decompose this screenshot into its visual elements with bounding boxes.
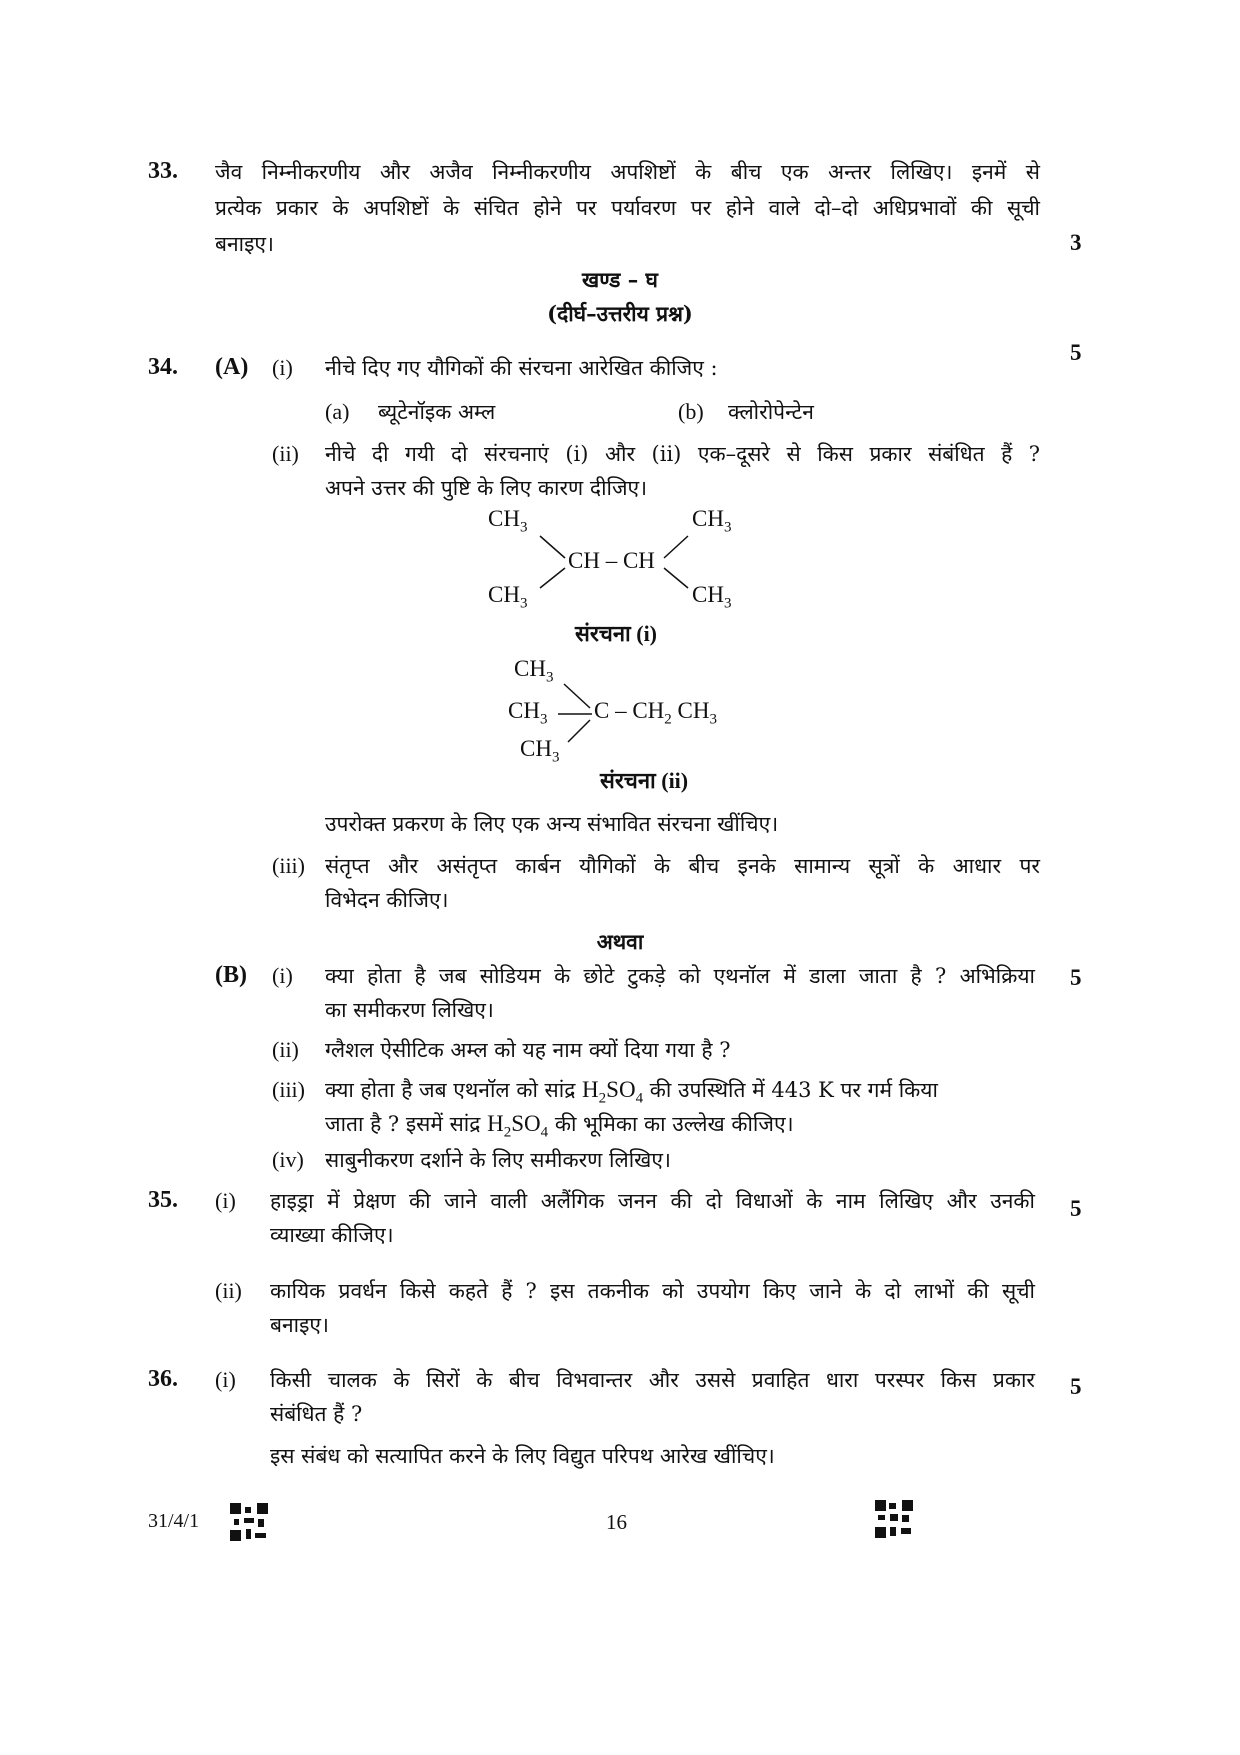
struct-ii-c-ch2ch3: C – $CH_2$ $CH_3$ [594, 698, 717, 728]
q35-marks: 5 [1070, 1196, 1082, 1221]
struct-ii-ch3-bottom: $CH_3$ [520, 736, 560, 766]
h2so4-formula-2: $H_2SO_4$ [487, 1111, 549, 1141]
q36-i-line-2: संबंधित हैं ? [270, 1402, 363, 1426]
struct-i-ch-ch: CH – CH [568, 548, 655, 573]
structure-i-diagram [470, 500, 770, 615]
q34-b-i-line-1: क्या होता है जब सोडियम के छोटे टुकड़े को एथनॉल में डाला जाता है ? अभिक्रिया [325, 964, 1035, 988]
q34-b-i-line-2: का समीकरण लिखिए। [325, 998, 494, 1022]
struct-i-ch3-bottom-left: $CH_3$ [488, 582, 528, 612]
q35-ii-line-2: बनाइए। [270, 1313, 329, 1337]
q33-line-2: प्रत्येक प्रकार के अपशिष्टों के संचित होने पर पर्यावरण पर होने वाले दो–दो अधिप्रभावों की सूची [215, 196, 1040, 220]
q34-a-i-b-label: (b) [678, 399, 704, 424]
q35-i-line-2: व्याख्या कीजिए। [270, 1223, 394, 1247]
or-label: अथवा [596, 929, 644, 954]
q36-i-label: (i) [215, 1367, 236, 1392]
structure-i-label: संरचना (i) [575, 621, 658, 646]
section-title: खण्ड – घ [582, 267, 658, 292]
q34-b-iv-label: (iv) [272, 1147, 304, 1172]
question-number-34: 34. [148, 354, 178, 380]
structure-ii-diagram [490, 652, 790, 766]
q34-a-i-a-text: ब्यूटेनॉइक अम्ल [378, 400, 496, 424]
question-number-36: 36. [148, 1366, 178, 1392]
q34-b-iii-l1b: की उपस्थिति में 443 K पर गर्म किया [649, 1078, 938, 1102]
q34-a-ii-after: उपरोक्त प्रकरण के लिए एक अन्य संभावित संरचना खींचिए। [325, 812, 779, 836]
q34-b-iii-l2b: की भूमिका का उल्लेख कीजिए। [554, 1112, 794, 1136]
q34-marks: 5 [1070, 340, 1082, 365]
q34-a-i-a-label: (a) [325, 399, 350, 424]
q34-a-ii-label: (ii) [272, 441, 299, 466]
q36-i-after: इस संबंध को सत्यापित करने के लिए विद्युत परिपथ आरेख खींचिए। [270, 1444, 775, 1468]
q34-a-i-label: (i) [272, 355, 293, 380]
question-number-33: 33. [148, 158, 178, 184]
q34-b-iii-l1a: क्या होता है जब एथनॉल को सांद्र [325, 1078, 576, 1102]
struct-ii-ch3-top: $CH_3$ [514, 656, 554, 686]
q35-i-label: (i) [215, 1188, 236, 1213]
question-number-35: 35. [148, 1187, 178, 1213]
q35-ii-line-1: कायिक प्रवर्धन किसे कहते हैं ? इस तकनीक को उपयोग किए जाने के दो लाभों की सूची [270, 1279, 1035, 1303]
q36-marks: 5 [1070, 1374, 1082, 1399]
q34-b-iii-label: (iii) [272, 1077, 305, 1102]
q34-a-ii-line-2: अपने उत्तर की पुष्टि के लिए कारण दीजिए। [325, 476, 648, 500]
qr-code-icon-left [230, 1503, 268, 1541]
paper-code: 31/4/1 [148, 1510, 200, 1532]
struct-ii-ch3-middle: $CH_3$ [508, 698, 548, 728]
q34-a-iii-line-2: विभेदन कीजिए। [325, 888, 449, 912]
q34-a-iii-line-1: संतृप्त और असंतृप्त कार्बन यौगिकों के बीच इनके सामान्य सूत्रों के आधार पर [325, 854, 1040, 878]
q36-i-line-1: किसी चालक के सिरों के बीच विभवान्तर और उससे प्रवाहित धारा परस्पर किस प्रकार [270, 1368, 1035, 1392]
structure-ii-label: संरचना (ii) [600, 768, 689, 793]
section-subtitle: (दीर्घ–उत्तरीय प्रश्न) [547, 301, 693, 326]
q35-ii-label: (ii) [215, 1278, 242, 1303]
q33-line-3: बनाइए। [215, 232, 274, 256]
q34-b-ii-label: (ii) [272, 1037, 299, 1062]
q34-b-iv-text: साबुनीकरण दर्शाने के लिए समीकरण लिखिए। [325, 1148, 671, 1172]
q34-b-i-label: (i) [272, 963, 293, 988]
q34-a-i-text: नीचे दिए गए यौगिकों की संरचना आरेखित कीजिए : [325, 356, 718, 380]
struct-ii-bonds [490, 652, 790, 762]
q34-a-i-b-text: क्लोरोपेन्टेन [728, 400, 814, 424]
q34-part-a-label: (A) [215, 354, 249, 380]
q34-b-marks: 5 [1070, 965, 1082, 990]
qr-code-icon-right [875, 1500, 913, 1538]
struct-i-ch3-top-left: $CH_3$ [488, 506, 528, 536]
q33-marks: 3 [1070, 230, 1082, 255]
struct-i-ch3-bottom-right: $CH_3$ [692, 582, 732, 612]
q34-a-iii-label: (iii) [272, 853, 305, 878]
q34-b-iii-l2a: जाता है ? इसमें सांद्र [325, 1112, 481, 1136]
page-number: 16 [606, 1510, 627, 1534]
struct-i-ch3-top-right: $CH_3$ [692, 506, 732, 536]
h2so4-formula-1: $H_2SO_4$ [582, 1077, 644, 1107]
q34-b-ii-text: ग्लैशल ऐसीटिक अम्ल को यह नाम क्यों दिया गया है ? [325, 1038, 731, 1062]
q34-a-ii-line-1: नीचे दी गयी दो संरचनाएं (i) और (ii) एक–दूसरे से किस प्रकार संबंधित हैं ? [325, 442, 1040, 466]
q35-i-line-1: हाइड्रा में प्रेक्षण की जाने वाली अलैंगिक जनन की दो विधाओं के नाम लिखिए और उनकी [270, 1189, 1035, 1213]
q33-line-1: जैव निम्नीकरणीय और अजैव निम्नीकरणीय अपशिष्टों के बीच एक अन्तर लिखिए। इनमें से [215, 160, 1040, 184]
q34-part-b-label: (B) [215, 962, 247, 988]
struct-i-bonds [470, 500, 770, 615]
